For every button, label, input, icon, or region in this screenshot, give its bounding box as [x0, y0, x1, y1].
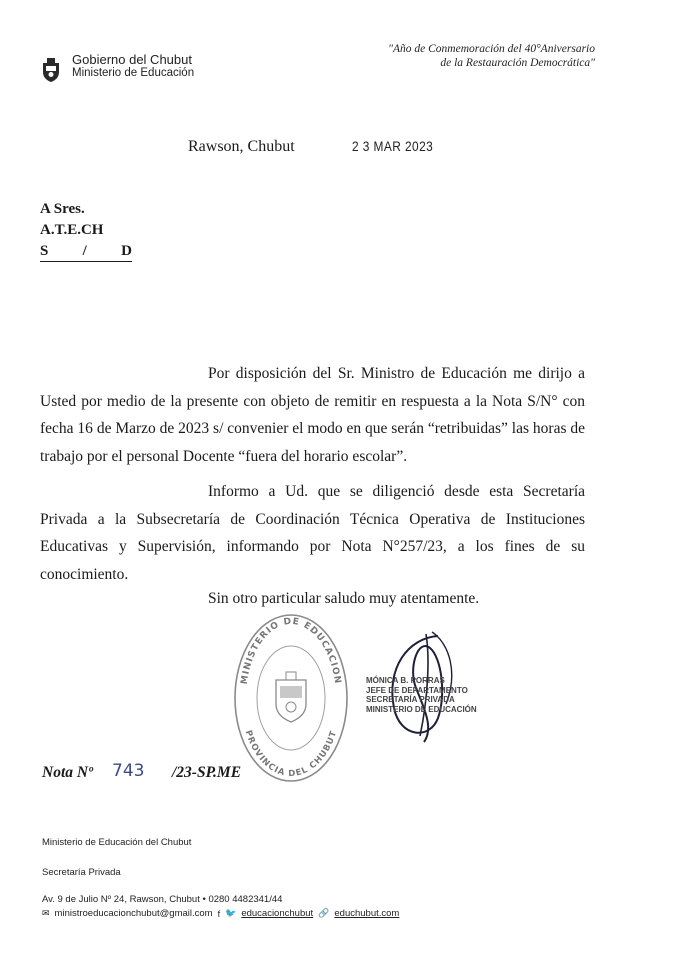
- recipient-line-2: A.T.E.CH: [40, 222, 104, 238]
- government-name: Gobierno del Chubut: [72, 52, 192, 67]
- nota-label: Nota Nº: [42, 764, 93, 781]
- footer-ministry: Ministerio de Educación del Chubut: [42, 837, 192, 848]
- ministry-seal: [232, 612, 350, 784]
- signer-title-2: SECRETARÍA PRIVADA: [366, 695, 455, 704]
- recipient-line-1: A Sres.: [40, 201, 85, 217]
- seal-crest-icon: [276, 672, 306, 722]
- facebook-icon[interactable]: f: [217, 908, 221, 919]
- ministry-name: Ministerio de Educación: [72, 67, 195, 79]
- signature-block: [366, 676, 477, 714]
- body-paragraph-1: Por disposición del Sr. Ministro de Educación me dirijo a Usted por medio de la presente con objeto de remitir en respuesta a la Nota S/N° con fecha 16 de Marzo de 2023 s/ convenier el modo en que serán “retribuidas” las horas de trabajo por el personal Docente “fuera del horario escolar”.: [40, 365, 585, 465]
- link-icon: 🔗: [318, 908, 330, 918]
- email-icon: ✉: [42, 908, 50, 918]
- place: Rawson, Chubut: [188, 138, 295, 155]
- anniversary-motto: [365, 42, 595, 70]
- body-paragraph-2: Informo a Ud. que se diligenció desde esta Secretaría Privada a la Subsecretaría de Coordinación Técnica Operativa de Instituciones Educativas y Supervisión, informando por Nota N°257/23, a los fines de su conocimiento.: [40, 483, 585, 583]
- footer-contacts: [42, 908, 399, 919]
- date-stamp: 2 3 MAR 2023: [352, 138, 434, 154]
- footer-address: Av. 9 de Julio Nº 24, Rawson, Chubut • 0280 4482341/44: [42, 894, 283, 905]
- motto-line-2: de la Restauración Democrática": [440, 57, 595, 69]
- seal-top-text: MINISTERIO DE EDUCACION: [239, 616, 343, 686]
- svg-text:MINISTERIO DE EDUCACION: [240, 617, 343, 685]
- footer-website[interactable]: educhubut.com: [334, 908, 400, 919]
- seal-bottom-text: PROVINCIA DEL CHUBUT: [242, 729, 340, 780]
- footer-office: Secretaría Privada: [42, 867, 121, 878]
- signer-title-1: JEFE DE DEPARTAMENTO: [366, 685, 468, 695]
- recipient-d: D: [121, 243, 132, 259]
- motto-line-1: "Año de Conmemoración del 40°Aniversario: [388, 43, 595, 55]
- footer-email[interactable]: ministroeducacionchubut@gmail.com: [54, 908, 213, 919]
- signer-title-3: MINISTERIO DE EDUCACIÓN: [366, 704, 477, 714]
- nota-number: 743: [112, 761, 145, 781]
- recipient-line-3: [40, 243, 132, 262]
- signer-name: MÓNICA B. PORRAS: [366, 676, 445, 685]
- recipient-s: S: [40, 243, 49, 259]
- recipient-slash: /: [82, 243, 87, 259]
- twitter-icon[interactable]: 🐦: [225, 908, 237, 918]
- footer-twitter-handle[interactable]: educacionchubut: [241, 908, 314, 919]
- province-crest-icon: [40, 57, 62, 83]
- nota-suffix: /23-SP.ME: [172, 764, 242, 781]
- svg-text:PROVINCIA DEL CHUBUT: [243, 729, 340, 779]
- closing-line: Sin otro particular saludo muy atentamente.: [208, 590, 480, 607]
